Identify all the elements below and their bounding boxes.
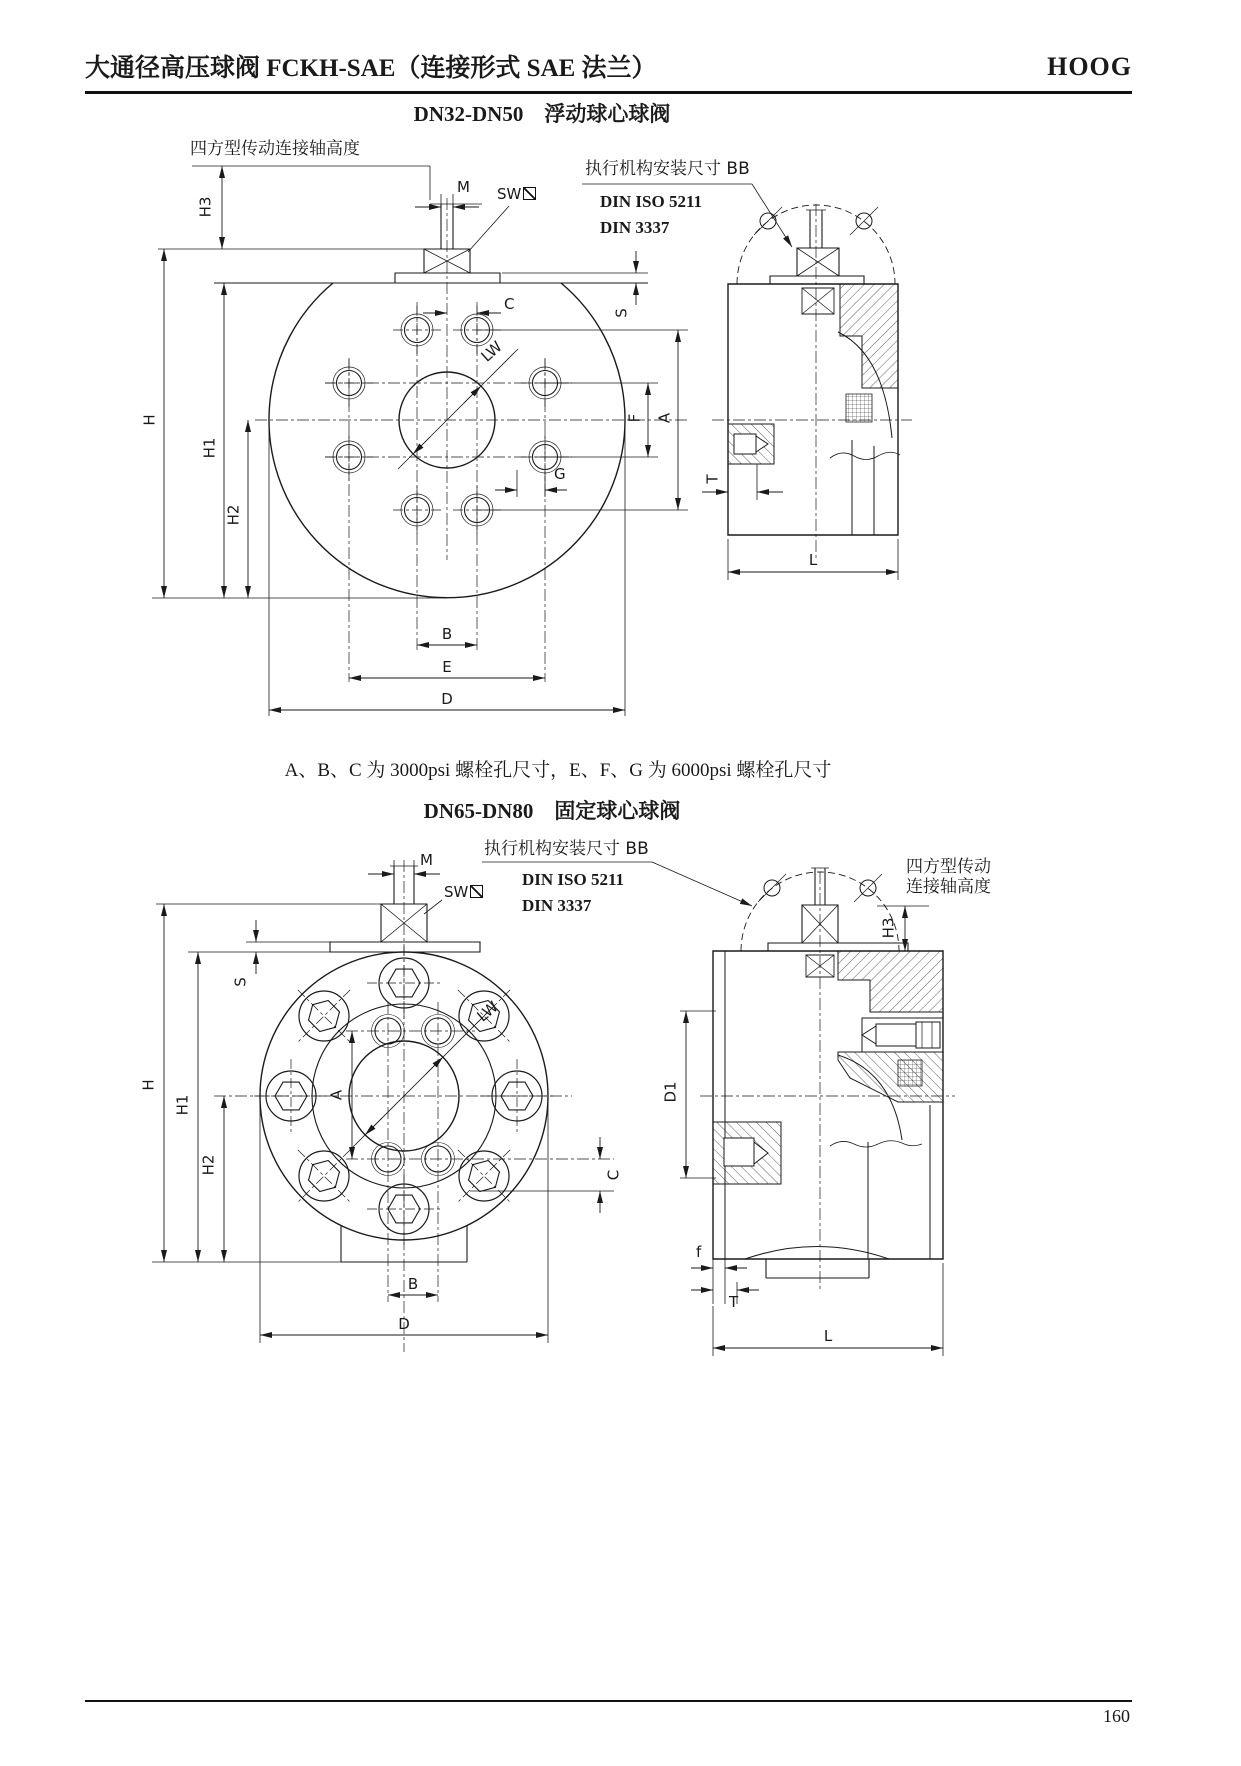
fig2-dim-h1: H1 <box>173 1094 192 1116</box>
fig1-dim-l: L <box>808 551 818 569</box>
fig2-dim-d1: D1 <box>661 1081 680 1103</box>
fig2-dim-h3: H3 <box>879 917 898 939</box>
fig2-dim-t: T <box>729 1293 739 1311</box>
fig2-dim-c: C <box>604 1169 623 1181</box>
fig1-dim-d: D <box>441 690 453 708</box>
fig2-din-3337: DIN 3337 <box>522 896 592 915</box>
fig2-dim-lw: LW <box>473 997 502 1026</box>
fig2-dim-m: M <box>420 851 433 869</box>
fig1-dim-h: H <box>140 414 159 426</box>
page-number: 160 <box>1103 1706 1130 1726</box>
square-symbol-icon <box>470 885 483 898</box>
fig1-dim-h1: H1 <box>200 437 219 459</box>
fig2-dim-d: D <box>398 1315 410 1333</box>
square-symbol-icon <box>523 187 536 200</box>
fig1-dim-s: S <box>612 308 631 318</box>
fig1-drawing <box>152 166 912 716</box>
fig2-dim-sw: SW <box>444 884 483 901</box>
fig1-title: DN32-DN50 浮动球心球阀 <box>413 102 671 126</box>
fig1-dim-m: M <box>457 178 470 196</box>
fig1-dim-c: C <box>504 295 515 313</box>
fig2-din-iso-5211: DIN ISO 5211 <box>522 870 625 889</box>
fig2-dim-s: S <box>231 977 250 987</box>
fig1-shaft-height-label: 四方型传动连接轴高度 <box>190 139 360 159</box>
fig1-dim-lw: LW <box>477 337 506 366</box>
brand-logo: HOOG <box>1047 52 1132 81</box>
fig2-dim-a: A <box>327 1089 346 1101</box>
fig2-dim-f: f <box>696 1243 702 1261</box>
fig1-dim-a: A <box>655 412 674 424</box>
fig1-dim-h3: H3 <box>196 196 215 218</box>
fig2-dim-b: B <box>407 1275 419 1293</box>
fig1-dim-sw: SW <box>497 186 536 203</box>
fig1-din-iso-5211: DIN ISO 5211 <box>600 192 703 211</box>
footer-rule <box>85 1700 1132 1702</box>
fig1-dim-t: T <box>703 474 722 484</box>
fig1-dim-h2: H2 <box>224 504 243 526</box>
fig1-dim-f: F <box>625 413 644 423</box>
fig1-actuator-label: 执行机构安装尺寸 BB <box>585 159 750 179</box>
bolt-hole-note: A、B、C 为 3000psi 螺栓孔尺寸，E、F、G 为 6000psi 螺栓孔尺寸 <box>284 760 832 781</box>
fig2-actuator-label: 执行机构安装尺寸 BB <box>484 839 649 859</box>
fig2-title: DN65-DN80 固定球心球阀 <box>423 799 681 823</box>
fig1-din-3337: DIN 3337 <box>600 218 670 237</box>
fig2-dim-l: L <box>823 1327 833 1345</box>
page-title: 大通径高压球阀 FCKH-SAE（连接形式 SAE 法兰） <box>85 55 657 82</box>
fig1-dim-e: E <box>442 658 452 676</box>
fig1-dim-b: B <box>441 625 453 643</box>
fig2-dim-h2: H2 <box>199 1154 218 1176</box>
fig1-dim-g: G <box>554 465 566 483</box>
fig2-drawing <box>152 860 955 1356</box>
fig2-shaft-height-label: 四方型传动 连接轴高度 <box>906 857 991 897</box>
fig2-dim-h: H <box>139 1079 158 1091</box>
